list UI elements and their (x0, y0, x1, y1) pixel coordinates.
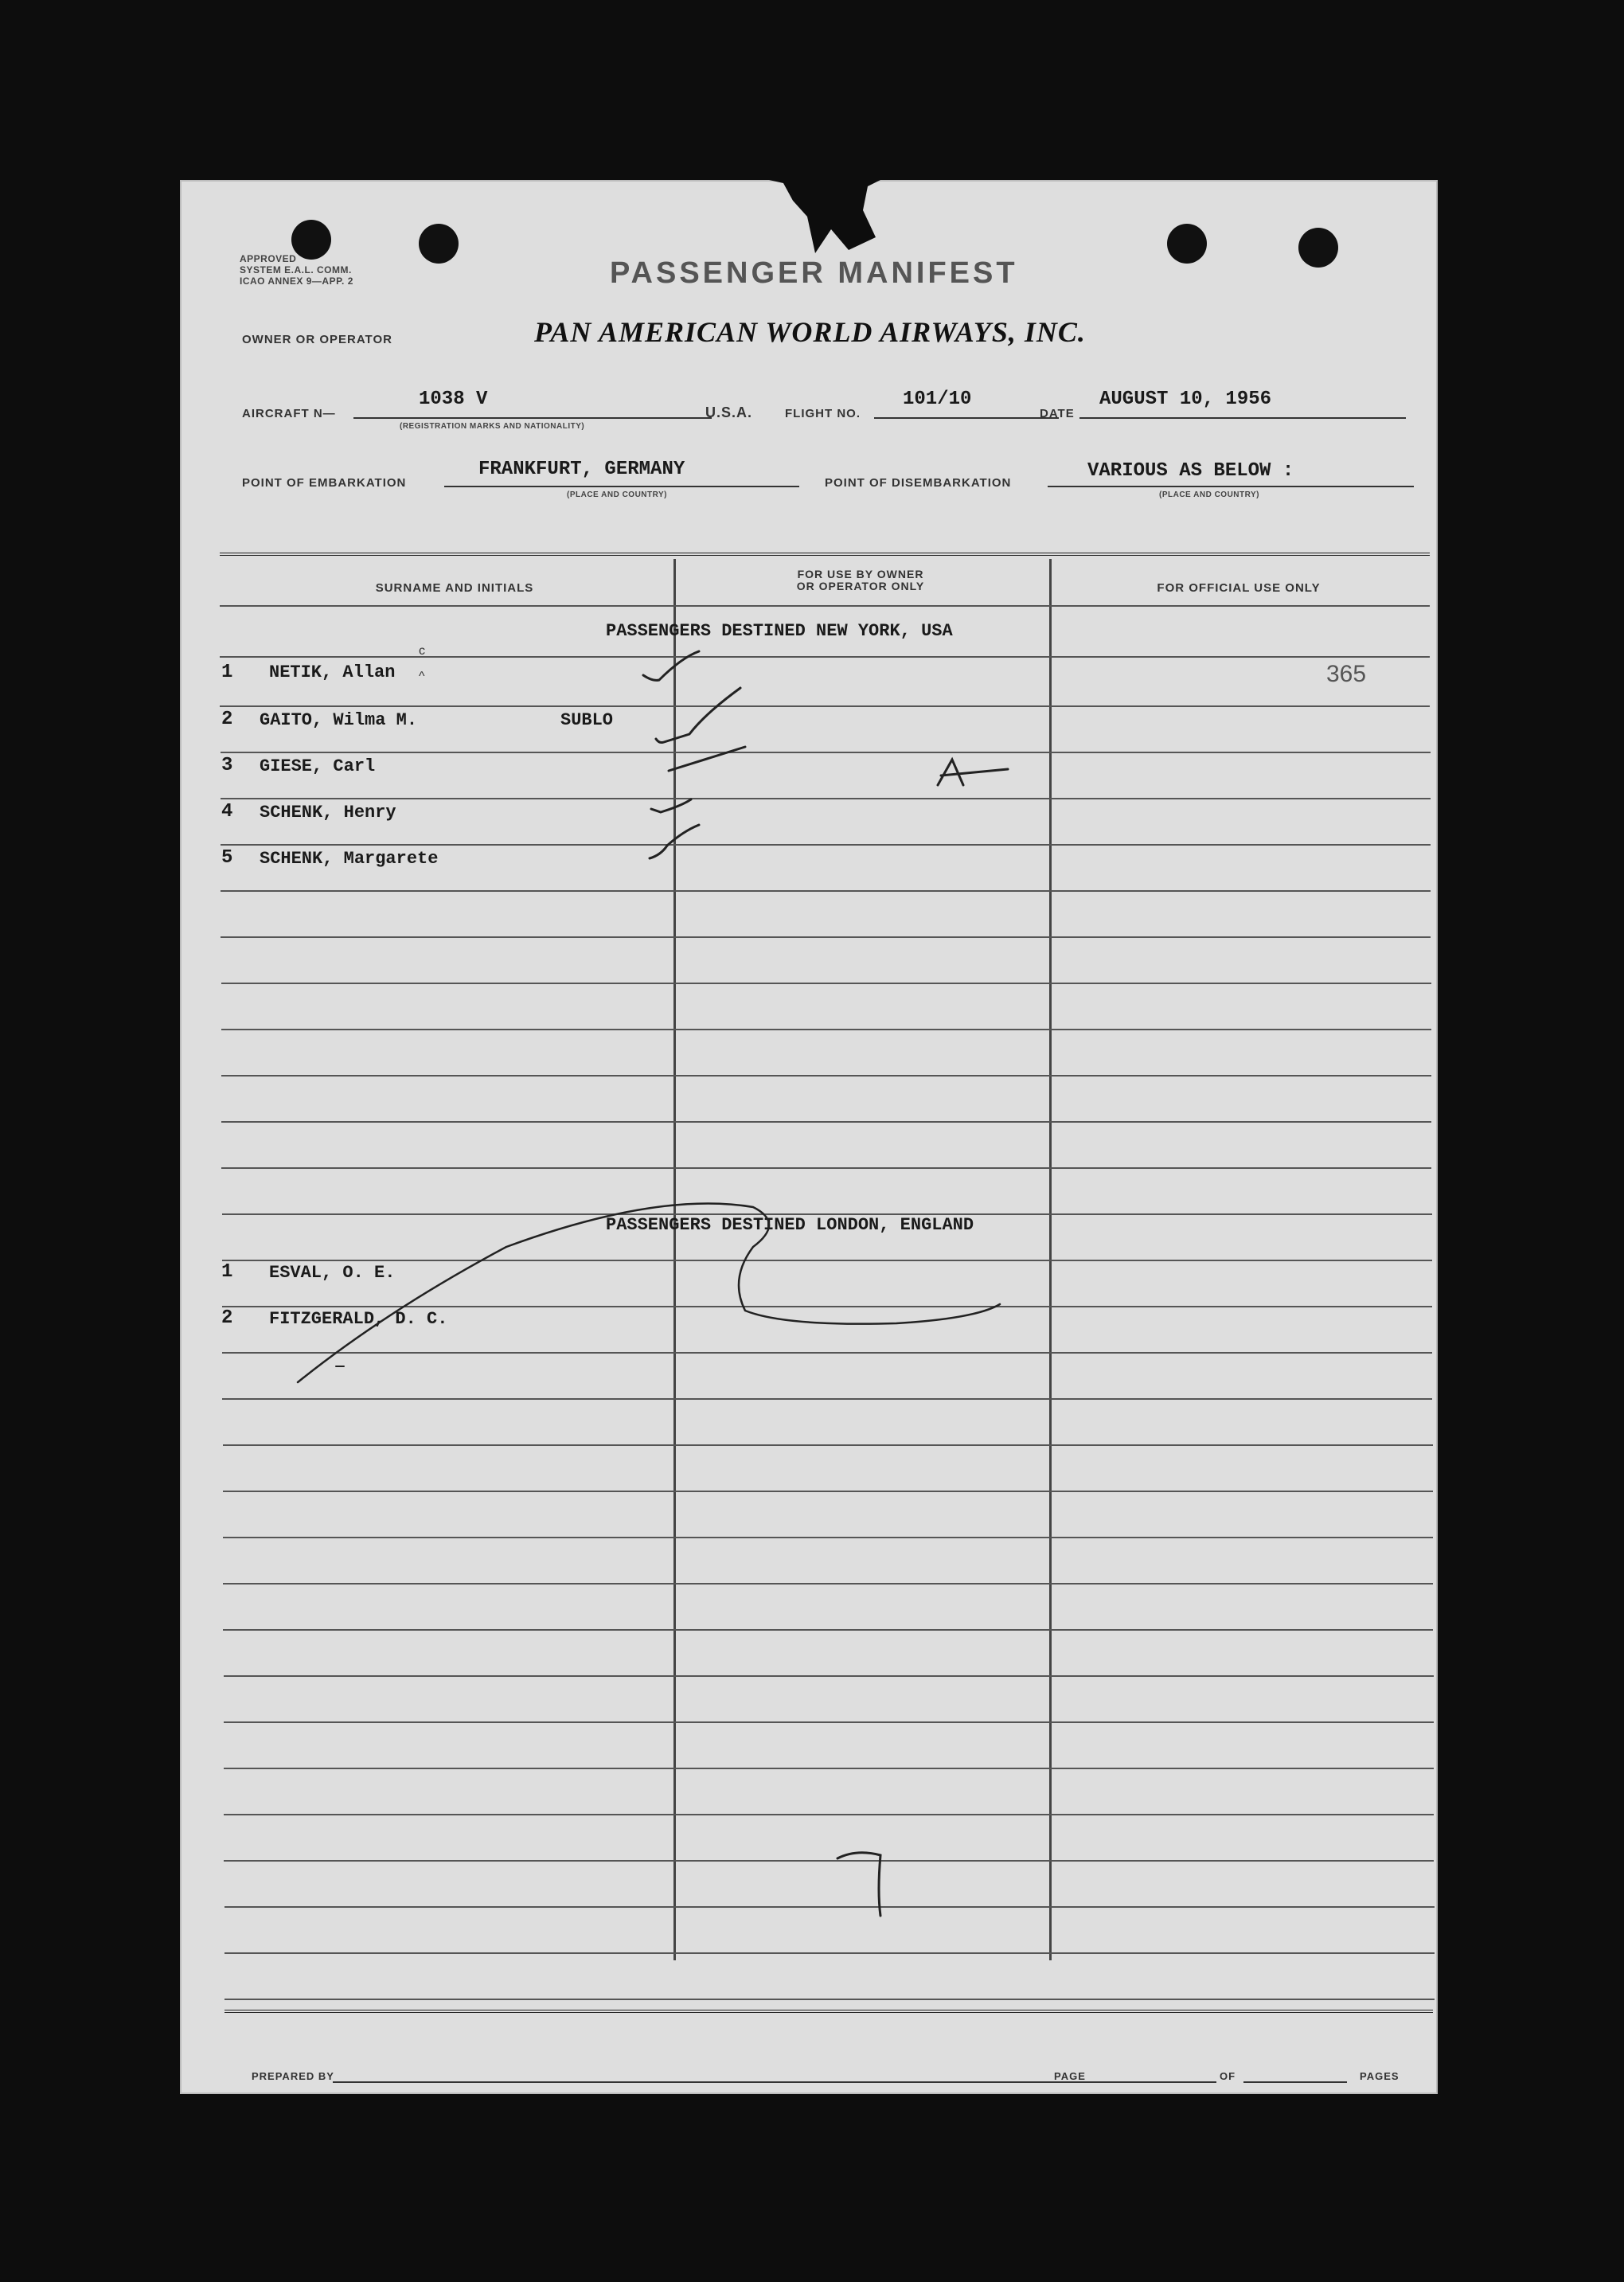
date-label: DATE (1040, 407, 1075, 420)
date-value: AUGUST 10, 1956 (1099, 389, 1272, 410)
svg-text:c: c (419, 644, 425, 658)
surname-column-header: SURNAME AND INITIALS (375, 581, 534, 595)
operator-name: PAN AMERICAN WORLD AIRWAYS, INC. (534, 316, 1086, 348)
passenger-name: GAITO, Wilma M. (260, 710, 418, 730)
manifest-sheet (180, 180, 1438, 2094)
disembark-caption: (PLACE AND COUNTRY) (1159, 490, 1259, 499)
handwritten-marks (180, 180, 1438, 2094)
passenger-name: GIESE, Carl (260, 756, 376, 776)
row-number: 4 (221, 801, 233, 823)
owner-label: OWNER OR OPERATOR (242, 333, 392, 346)
of-label: OF (1220, 2070, 1236, 2082)
section-heading-london: PASSENGERS DESTINED LONDON, ENGLAND (606, 1215, 974, 1235)
owner-use-header-line2: OR OPERATOR ONLY (796, 580, 925, 592)
svg-text:^: ^ (419, 670, 425, 683)
check-mark-icon (651, 799, 691, 812)
approved-text: APPROVED (240, 253, 297, 264)
row-number: 2 (221, 709, 233, 730)
disembark-label: POINT OF DISEMBARKATION (825, 476, 1012, 490)
handwritten-a-mark (938, 760, 1008, 785)
aircraft-label: AIRCRAFT N— (242, 407, 336, 420)
prepared-by-label: PREPARED BY (252, 2070, 334, 2082)
check-mark-icon (669, 747, 745, 771)
passenger-name: SCHENK, Margarete (260, 849, 439, 869)
aircraft-value: 1038 V (419, 389, 488, 410)
passenger-name: FITZGERALD, D. C. (269, 1309, 448, 1329)
check-mark-icon (656, 688, 740, 743)
usa-label: U.S.A. (705, 404, 753, 420)
passenger-name: SCHENK, Henry (260, 803, 396, 823)
system-text: SYSTEM E.A.L. COMM. (240, 264, 352, 275)
disembark-value: VARIOUS AS BELOW : (1087, 460, 1294, 482)
flight-label: FLIGHT NO. (785, 407, 861, 420)
section-heading-new-york: PASSENGERS DESTINED NEW YORK, USA (606, 621, 953, 641)
page-title: PASSENGER MANIFEST (610, 256, 1018, 290)
flight-value: 101/10 (903, 389, 972, 410)
owner-use-header-line1: FOR USE BY OWNER (797, 568, 924, 580)
icao-text: ICAO ANNEX 9—APP. 2 (240, 275, 353, 287)
embark-caption: (PLACE AND COUNTRY) (567, 490, 667, 499)
check-mark-icon (643, 651, 699, 680)
passenger-note: SUBLO (560, 710, 614, 730)
row-number: 5 (221, 847, 233, 869)
passenger-name: NETIK, Allan (269, 662, 396, 682)
pages-label: PAGES (1360, 2070, 1400, 2082)
embark-label: POINT OF EMBARKATION (242, 476, 407, 490)
registration-caption: (REGISTRATION MARKS AND NATIONALITY) (400, 422, 585, 431)
handwritten-scrawl (298, 1204, 1000, 1382)
handwritten-7-mark (837, 1853, 880, 1916)
check-mark-icon (650, 825, 699, 858)
row-number: 2 (221, 1307, 233, 1329)
passenger-name: ESVAL, O. E. (269, 1263, 396, 1283)
official-number: 365 (1326, 661, 1367, 687)
row-number: 1 (221, 662, 233, 683)
page-label: PAGE (1054, 2070, 1086, 2082)
row-number: 3 (221, 755, 233, 776)
embark-value: FRANKFURT, GERMANY (478, 459, 685, 480)
row-number: 1 (221, 1261, 233, 1283)
official-use-column-header: FOR OFFICIAL USE ONLY (1157, 581, 1321, 595)
